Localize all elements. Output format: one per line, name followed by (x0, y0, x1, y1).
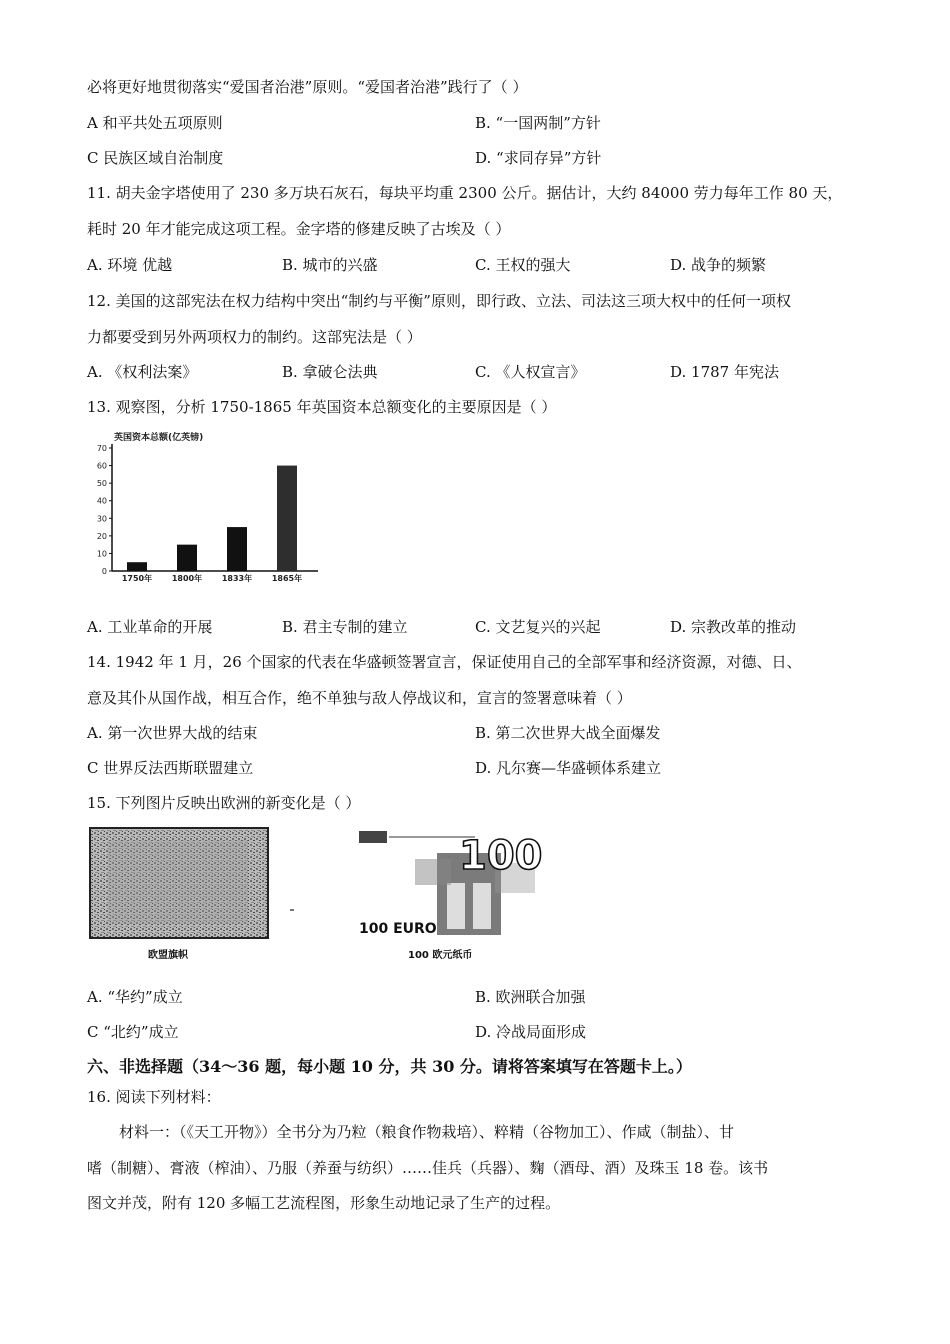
q11-option-a: A. 环境 优越 (87, 256, 173, 274)
q10-option-c: C 民族区域自治制度 (87, 149, 224, 167)
q11-stem-line1: 11. 胡夫金字塔使用了 230 多万块石灰石，每块平均重 2300 公斤。据估计，大约 84000 劳力每年工作 80 天， (87, 184, 843, 202)
y-tick-label: 20 (96, 531, 107, 541)
bar (127, 562, 147, 571)
banknote-caption: 100 欧元纸币 (408, 950, 473, 961)
q14-option-c: C 世界反法西斯联盟建立 (87, 759, 254, 777)
y-tick-label: 30 (96, 514, 107, 524)
q14-option-a: A. 第一次世界大战的结束 (87, 724, 258, 742)
q13-stem: 13. 观察图，分析 1750-1865 年英国资本总额变化的主要原因是（ ） (87, 398, 557, 416)
q16-material1-line1: 材料一：（《天工开物》）全书分为乃粒（粮食作物栽培）、粹精（谷物加工）、作咸（制盐）、甘 (119, 1123, 735, 1141)
section6-heading: 六、非选择题（34～36 题，每小题 10 分，共 30 分。请将答案填写在答题卡上。） (87, 1057, 692, 1076)
q16-stem: 16. 阅读下列材料： (87, 1088, 221, 1106)
eu-flag-image (88, 826, 270, 940)
q15-option-b: B. 欧洲联合加强 (475, 988, 586, 1006)
euro-banknote-image (355, 823, 545, 941)
q14-stem-line1: 14. 1942 年 1 月，26 个国家的代表在华盛顿签署宣言，保证使用自己的全部军事和经济资源，对德、日、 (87, 653, 802, 671)
q13-option-b: B. 君主专制的建立 (282, 618, 408, 636)
x-tick-label: 1750年 (121, 574, 153, 583)
q11-option-c: C. 王权的强大 (475, 256, 571, 274)
q15-stem: 15. 下列图片反映出欧洲的新变化是（ ） (87, 794, 361, 812)
q12-option-b: B. 拿破仑法典 (282, 363, 378, 381)
y-tick-label: 70 (96, 444, 107, 453)
q15-option-a: A. “华约”成立 (87, 988, 183, 1006)
capital-bar-chart (86, 428, 326, 590)
y-tick-label: 60 (96, 461, 107, 471)
q16-material1-line3: 图文并茂，附有 120 多幅工艺流程图，形象生动地记录了生产的过程。 (87, 1194, 561, 1212)
y-tick-label: 0 (101, 567, 107, 576)
x-tick-label: 1865年 (271, 574, 303, 583)
q12-option-d: D. 1787 年宪法 (670, 363, 779, 381)
separator-dot (290, 909, 294, 911)
x-tick-label: 1833年 (221, 574, 253, 583)
q11-option-d: D. 战争的频繁 (670, 256, 767, 274)
bar (177, 545, 197, 571)
q14-option-d: D. 凡尔赛—华盛顿体系建立 (475, 759, 662, 777)
q13-option-c: C. 文艺复兴的兴起 (475, 618, 601, 636)
q10-option-d: D. “求同存异”方针 (475, 149, 602, 167)
q13-option-d: D. 宗教改革的推动 (670, 618, 797, 636)
q10-option-a: A 和平共处五项原则 (87, 114, 223, 132)
y-tick-label: 10 (96, 549, 107, 559)
q11-option-b: B. 城市的兴盛 (282, 256, 378, 274)
q15-option-c: C “北约”成立 (87, 1023, 179, 1041)
q12-stem-line1: 12. 美国的这部宪法在权力结构中突出“制约与平衡”原则，即行政、立法、司法这三项大权中的任何一项权 (87, 292, 791, 310)
y-tick-label: 40 (96, 496, 107, 506)
y-tick-label: 50 (96, 479, 107, 489)
q15-option-d: D. 冷战局面形成 (475, 1023, 587, 1041)
q10-stem: 必将更好地贯彻落实“爱国者治港”原则。“爱国者治港”践行了（ ） (87, 78, 528, 96)
x-tick-label: 1800年 (171, 574, 203, 583)
banknote-large-value: 100 (459, 833, 543, 879)
q12-option-c: C. 《人权宣言》 (475, 363, 586, 381)
bar (277, 466, 297, 571)
q13-option-a: A. 工业革命的开展 (87, 618, 213, 636)
q12-option-a: A. 《权利法案》 (87, 363, 198, 381)
q12-stem-line2: 力都要受到另外两项权力的制约。这部宪法是（ ） (87, 328, 422, 346)
q14-option-b: B. 第二次世界大战全面爆发 (475, 724, 661, 742)
bar (227, 527, 247, 571)
eu-flag-caption-text: 欧盟旗帜 (148, 950, 188, 961)
chart-title: 英国资本总额(亿英镑) (114, 433, 204, 443)
q10-option-b: B. “一国两制”方针 (475, 114, 601, 132)
q16-material1-line2: 嗜（制糖）、膏液（榨油）、乃服（养蚕与纺织）……佳兵（兵器）、麴（酒母、酒）及珠玉 18 卷。该书 (87, 1159, 769, 1177)
q11-stem-line2: 耗时 20 年才能完成这项工程。金字塔的修建反映了古埃及（ ） (87, 220, 511, 238)
banknote-small-text: 100 EURO (359, 921, 437, 937)
q14-stem-line2: 意及其仆从国作战，相互合作，绝不单独与敌人停战议和，宣言的签署意味着（ ） (87, 689, 632, 707)
